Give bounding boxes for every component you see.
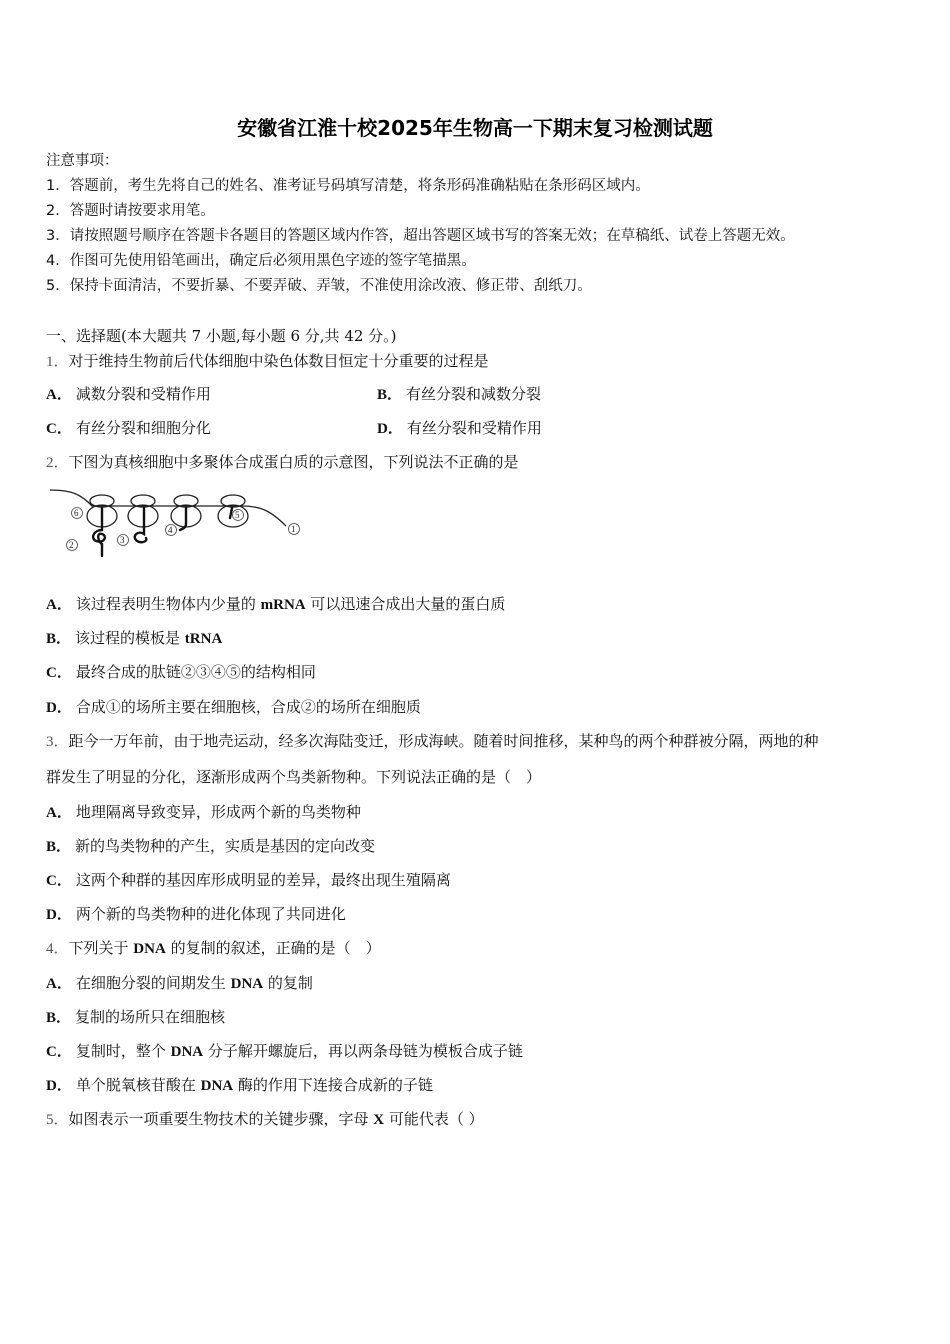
question-3-stem-continued: 群发生了明显的分化，逐渐形成两个鸟类新物种。下列说法正确的是（ ） [46,768,542,786]
question-text: 的复制的叙述，正确的是（ ） [165,939,381,957]
question-text: 下图为真核细胞中多聚体合成蛋白质的示意图，下列说法不正确的是 [68,453,519,471]
page-title: 安徽省江淮十校2025年生物高一下期末复习检测试题 [237,116,713,140]
question-4-option-c[interactable] [46,1041,523,1062]
option-text: 复制时，整个 [75,1042,171,1060]
option-label: A． [46,387,72,403]
option-text: 有丝分裂和细胞分化 [75,419,211,437]
option-label: B． [46,839,72,855]
question-text: 如图表示一项重要生物技术的关键步骤，字母 [68,1110,374,1128]
option-term: DNA [200,1078,234,1094]
question-2-option-a[interactable] [46,594,505,615]
option-label: A． [46,976,72,992]
question-number: 4． [46,941,69,957]
option-text: 该过程表明生物体内少量的 [75,595,261,613]
option-text: 复制的场所只在细胞核 [75,1008,226,1026]
question-4-option-b[interactable] [46,1007,225,1028]
notice-heading: 注意事项： [46,153,119,169]
question-1-stem [46,351,489,372]
option-text: 新的鸟类物种的产生，实质是基因的定向改变 [75,837,376,855]
option-term: DNA [230,976,264,992]
option-text: 地理隔离导致变异，形成两个新的鸟类物种 [75,803,361,821]
section-heading: 一、选择题(本大题共 7 小题,每小题 6 分,共 42 分。) [46,327,397,345]
option-label: C． [46,665,72,681]
question-term: DNA [133,941,166,957]
option-text: 有丝分裂和受精作用 [406,419,542,437]
question-2-stem [46,452,519,473]
svg-text:3: 3 [120,535,125,545]
option-label: A． [46,805,72,821]
question-1-option-a[interactable] [46,384,211,405]
option-label: D． [46,1078,72,1094]
option-text: 可以迅速合成出大量的蛋白质 [305,595,506,613]
question-number: 5． [46,1112,69,1128]
question-3-option-c[interactable] [46,870,451,891]
question-4-option-a[interactable] [46,973,313,994]
option-text: 的复制 [263,974,313,992]
option-label: C． [46,421,72,437]
option-label: D． [377,421,403,437]
question-2-option-c[interactable] [46,662,316,683]
option-text: 最终合成的肽链②③④⑤的结构相同 [75,663,316,681]
option-label: B． [377,387,403,403]
option-text: 该过程的模板是 [75,629,185,647]
question-5-stem [46,1109,484,1130]
notice-item: 1．答题前，考生先将自己的姓名、准考证号码填写清楚，将条形码准确粘贴在条形码区域内。 [46,178,650,194]
option-text: 在细胞分裂的间期发生 [75,974,231,992]
question-number: 2． [46,455,69,471]
question-text: 下列关于 [68,939,134,957]
option-text: 两个新的鸟类物种的进化体现了共同进化 [75,905,346,923]
svg-text:5: 5 [235,510,240,520]
option-label: D． [46,907,72,923]
question-number: 3． [46,734,69,750]
option-label: C． [46,1044,72,1060]
option-term: tRNA [184,631,223,647]
question-3-option-d[interactable] [46,904,346,925]
option-text: 减数分裂和受精作用 [75,385,211,403]
svg-text:4: 4 [168,525,173,535]
question-3-option-b[interactable] [46,836,375,857]
question-text: 对于维持生物前后代体细胞中染色体数目恒定十分重要的过程是 [68,352,489,370]
question-number: 1． [46,354,69,370]
option-term: mRNA [260,597,306,613]
option-text: 分子解开螺旋后，再以两条母链为模板合成子链 [203,1042,523,1060]
question-term: X [373,1112,385,1128]
question-3-option-a[interactable] [46,802,361,823]
notice-item: 2．答题时请按要求用笔。 [46,203,215,219]
option-label: A． [46,597,72,613]
option-text: 合成①的场所主要在细胞核，合成②的场所在细胞质 [75,698,421,716]
option-term: DNA [170,1044,204,1060]
question-1-option-d[interactable] [377,418,542,439]
question-1-option-c[interactable] [46,418,211,439]
option-label: B． [46,631,72,647]
option-label: D． [46,700,72,716]
option-text: 这两个种群的基因库形成明显的差异，最终出现生殖隔离 [75,871,451,889]
question-text: 可能代表（ ） [384,1110,484,1128]
notice-item: 3．请按照题号顺序在答题卡各题目的答题区域内作答，超出答题区域书写的答案无效；在草稿纸、试卷上答题无效。 [46,228,795,244]
polysome-diagram [46,486,308,562]
question-2-option-b[interactable] [46,628,222,649]
option-label: B． [46,1010,72,1026]
notice-item: 5．保持卡面清洁，不要折暴、不要弄破、弄皱，不准使用涂改液、修正带、刮纸刀。 [46,278,592,294]
question-4-option-d[interactable] [46,1075,433,1096]
option-text: 单个脱氧核苷酸在 [75,1076,201,1094]
svg-text:1: 1 [291,524,296,534]
option-text: 酶的作用下连接合成新的子链 [233,1076,433,1094]
option-label: C． [46,873,72,889]
notice-item: 4．作图可先使用铅笔画出，确定后必须用黑色字迹的签字笔描黑。 [46,253,476,269]
option-text: 有丝分裂和减数分裂 [406,385,542,403]
question-2-option-d[interactable] [46,697,421,718]
question-4-stem [46,938,381,959]
svg-text:6: 6 [74,508,79,518]
question-text: 距今一万年前，由于地壳运动，经多次海陆变迁，形成海峡。随着时间推移，某种鸟的两个种群被分隔，两地的种 [68,732,819,750]
question-3-stem [46,731,819,752]
question-1-option-b[interactable] [377,384,541,405]
svg-text:2: 2 [69,540,74,550]
